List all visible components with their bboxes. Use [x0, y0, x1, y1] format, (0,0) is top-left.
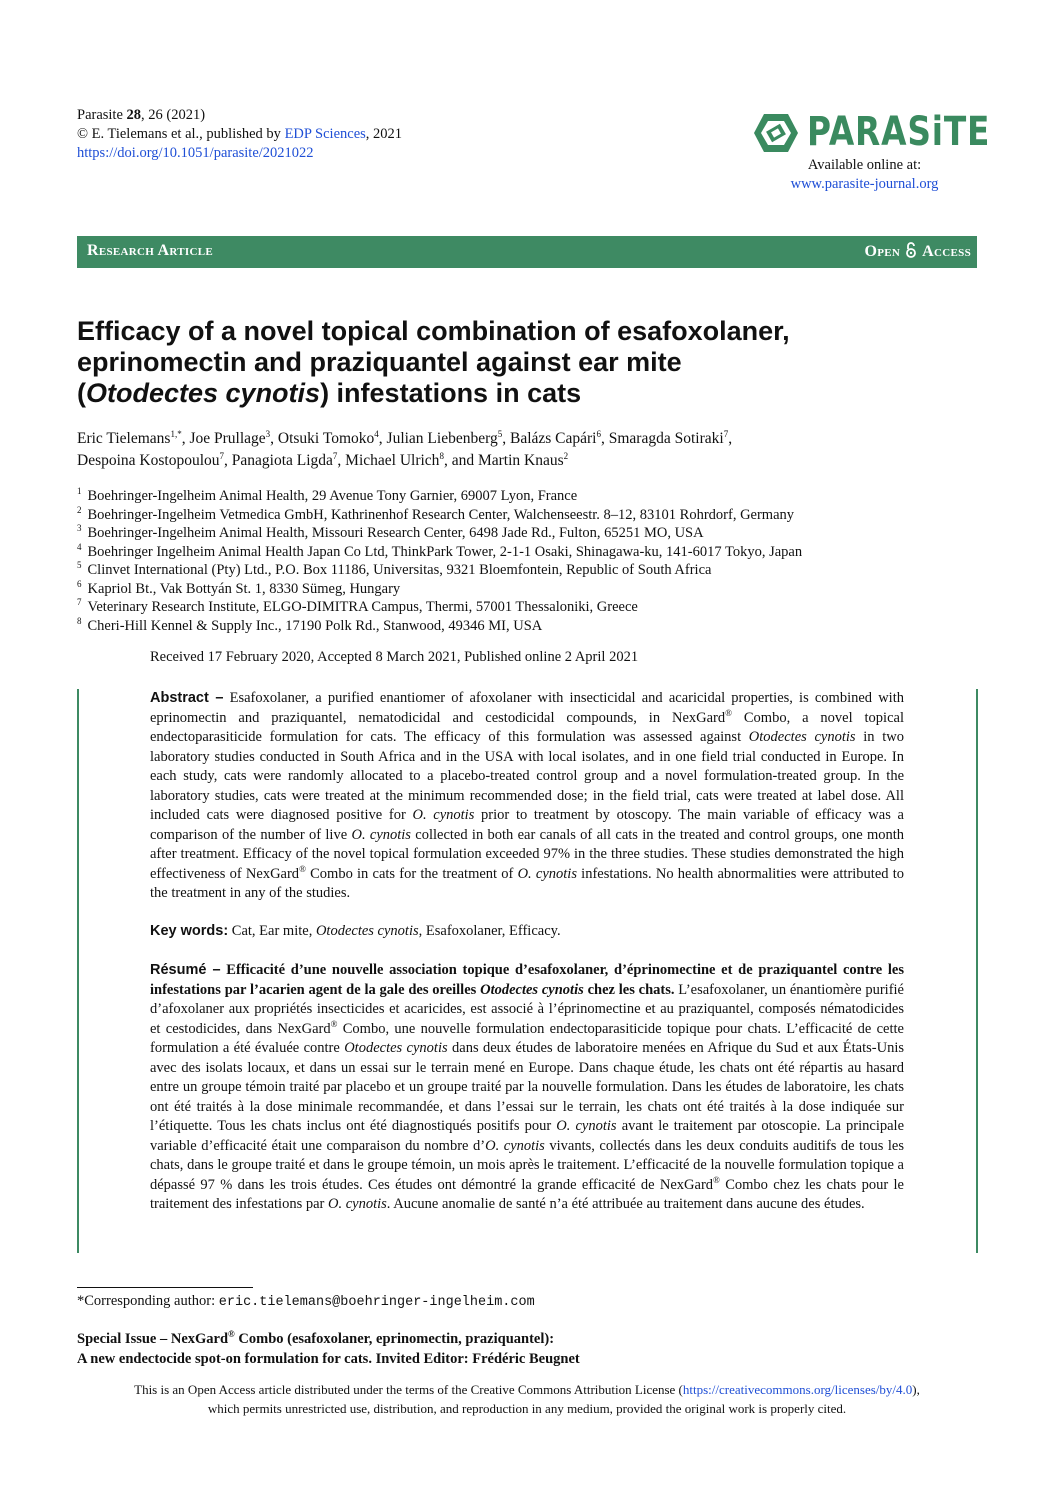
- available-online-label: Available online at:: [807, 157, 922, 173]
- journal-name: Parasite: [77, 107, 123, 123]
- author-affiliation-marker: 7: [219, 450, 225, 461]
- affiliation-number: 1: [77, 486, 82, 497]
- abstract-heading: Abstract –: [150, 690, 224, 706]
- author-affiliation-marker: 1,*: [170, 428, 182, 439]
- doi-link[interactable]: https://doi.org/10.1051/parasite/2021022: [77, 145, 314, 161]
- affiliation-text: Veterinary Research Institute, ELGO-DIMITRA Campus, Thermi, 57001 Thessaloniki, Greece: [87, 599, 638, 615]
- author-affiliation-marker: 7: [332, 450, 338, 461]
- affiliation-text: Boehringer-Ingelheim Vetmedica GmbH, Kathrinenhof Research Center, Walchenseestr. 8–12, 83101 Rohrdorf, Germany: [87, 506, 795, 523]
- author-name: Otsuki Tomoko: [277, 430, 375, 447]
- affiliation-item: [77, 487, 977, 506]
- author-affiliation-marker: 7: [723, 428, 729, 439]
- author-affiliation-marker: 4: [374, 428, 379, 439]
- special-issue: Special Issue – NexGard® Combo (esafoxolaner, eprinomectin, praziquantel): A new endectocide spot-on formulation for cats. Invited Editor: Frédéric Beugnet: [77, 1329, 580, 1367]
- citation-block: [77, 106, 402, 163]
- license-link[interactable]: https://creativecommons.org/licenses/by/4.0: [682, 1382, 913, 1397]
- license-statement: This is an Open Access article distributed under the terms of the Creative Commons Attribution License (https://creativecommons.org/licenses/by/4.0), which permits unrestricted use, distribution, and reproduction in any medium, provided the original work is properly cited.: [134, 1382, 920, 1416]
- affiliation-item: [77, 580, 977, 599]
- abstract: Abstract – Esafoxolaner, a purified enantiomer of afoxolaner with insecticidal and acaricidal properties, is combined with eprinomectin and praziquantel, nematodicidal and cestodicidal compounds, in NexGard® Combo, a novel topical endectoparasiticide formulation for cats. The efficacy of this formulation was assessed against Otodectes cynotis in two laboratory studies conducted in South Africa and in the USA with local isolates, and in one field trial conducted in Europe. In each study, cats were randomly allocated to a placebo-treated control group and a novel formulation-treated group. In the laboratory studies, cats were treated at the minimum recommended dose; in the field trial, cats were treated at label dose. All included cats were diagnosed positive for O. cynotis prior to treatment by otoscopy. The main variable of efficacy was a comparison of the number of live O. cynotis collected in both ear canals of all cats in the treated and control groups, one month after treatment. Efficacy of the novel topical formulation exceeded 97% in the three studies. These studies demonstrated the high effectiveness of NexGard® Combo in cats for the treatment of O. cynotis infestations. No health abnormalities were attributed to the treatment in any of the studies.: [150, 690, 905, 901]
- resume: Résumé – Efficacité d’une nouvelle association topique d’esafoxolaner, d’éprinomectine et de praziquantel contre les infestations par l’acarien agent de la gale des oreilles Otodectes cynotis chez les chats. L’esafoxolaner, un énantiomère purifié d’afoxolaner aux propriétés insecticides et acaricides, est associé à l’éprinomectine et au praziquantel, composés nématodicides et cestodicides, dans NexGard® Combo, une nouvelle formulation endectoparasiticide topique pour chats. L’efficacité de cette formulation a été évaluée contre Otodectes cynotis dans deux études de laboratoire menées en Afrique du Sud et aux États-Unis avec des isolats locaux, et dans un essai sur le terrain mené en Europe. Dans chaque étude, les chats ont été répartis au hasard entre un groupe témoin traité par placebo et un groupe traité par la nouvelle formulation. Dans les études de laboratoire, les chats ont été traités à la dose minimale recommandée, et dans l’essai sur le terrain, les chats ont été traités à la dose indiquée sur l’étiquette. Tous les chats inclus ont été diagnostiqués positifs pour O. cynotis avant le traitement par otoscopie. La principale variable d’efficacité était une comparaison du nombre d’O. cynotis vivants, collectés dans les deux conduits auditifs de tous les chats, dans le groupe traité et dans le groupe témoin, un mois après le traitement. L’efficacité de la nouvelle formulation topique a dépassé 97 % dans les trois études. Ces études ont démontré la grande efficacité de NexGard® Combo chez les chats pour le traitement des infestations par O. cynotis. Aucune anomalie de santé n’a été attribuée au traitement dans aucune des études.: [150, 962, 905, 1212]
- footnote-rule: [77, 1287, 253, 1288]
- affiliation-number: 7: [77, 597, 82, 608]
- keywords: Key words: Cat, Ear mite, Otodectes cynotis, Esafoxolaner, Efficacy.: [150, 923, 561, 939]
- affiliation-text: Kapriol Bt., Vak Bottyán St. 1, 8330 Sümeg, Hungary: [87, 580, 401, 597]
- author-email[interactable]: eric.tielemans@boehringer-ingelheim.com: [218, 1295, 535, 1310]
- article-title: Efficacy of a novel topical combination of esafoxolaner, eprinomectin and praziquantel against ear mite (Otodectes cynotis) infestations in cats: [77, 316, 790, 408]
- affiliation-text: Boehringer-Ingelheim Animal Health, Missouri Research Center, 6498 Jade Rd., Fulton, 65251 MO, USA: [87, 525, 704, 541]
- affiliation-text: Boehringer Ingelheim Animal Health Japan Co Ltd, ThinkPark Tower, 2-1-1 Osaki, Shinagawa-ku, 141-6017 Tokyo, Japan: [87, 543, 803, 560]
- affiliation-item: [77, 617, 977, 636]
- author-name: Julian Liebenberg: [386, 430, 498, 447]
- corresponding-author: *Corresponding author: eric.tielemans@boehringer-ingelheim.com: [77, 1293, 535, 1310]
- resume-heading: Résumé –: [150, 962, 221, 978]
- author-affiliation-marker: 8: [439, 450, 444, 461]
- author-affiliation-marker: 6: [596, 428, 601, 439]
- affiliation-number: 6: [77, 578, 82, 589]
- affiliation-item: [77, 524, 977, 543]
- issue-year: , 26 (2021): [141, 107, 206, 123]
- author-name: Joe Prullage: [189, 430, 266, 447]
- affiliation-item: [77, 561, 977, 580]
- affiliation-text: Clinvet International (Pty) Ltd., P.O. Box 11186, Universitas, 9321 Bloemfontein, Republic of South Africa: [87, 562, 712, 578]
- affiliation-number: 5: [77, 560, 82, 571]
- journal-url-link[interactable]: www.parasite-journal.org: [790, 176, 939, 192]
- article-type-band: [77, 236, 977, 268]
- affiliation-number: 8: [77, 615, 82, 626]
- open-access-label: Open Access: [864, 243, 971, 260]
- right-margin-bar: [976, 689, 978, 1253]
- author-name: Panagiota Ligda: [231, 452, 333, 469]
- author-affiliation-marker: 2: [563, 450, 569, 461]
- availability: [752, 156, 977, 194]
- affiliations: [77, 487, 977, 635]
- affiliation-text: Boehringer-Ingelheim Animal Health, 29 Avenue Tony Garnier, 69007 Lyon, France: [87, 488, 578, 504]
- copyright-line: © E. Tielemans et al., published by EDP Sciences, 2021: [77, 126, 403, 142]
- publication-dates: Received 17 February 2020, Accepted 8 March 2021, Published online 2 April 2021: [150, 649, 639, 665]
- hexagon-logo-icon: [752, 112, 800, 154]
- affiliation-number: 4: [77, 541, 82, 552]
- author-affiliation-marker: 5: [497, 428, 503, 439]
- logo-wordmark: PARASiTE: [807, 109, 991, 155]
- author-name: Balázs Capári: [509, 430, 597, 447]
- parasite-logo: [752, 109, 991, 155]
- keywords-heading: Key words:: [150, 923, 229, 939]
- author-affiliation-marker: 3: [265, 428, 271, 439]
- author-list: Eric Tielemans$^{1,*}$, Joe Prullage$^3$, Otsuki Tomoko$^4$, Julian Liebenberg$^5$, Balázs Capári$^6$, Smaragda Sotiraki$^7$, Despoina Kostopoulou$^7$, Panagiota Ligda$^7$, Michael Ulrich$^8$, and Martin Knaus$^2$: [77, 428, 733, 469]
- affiliation-item: [77, 543, 977, 562]
- article-type: Research Article: [87, 242, 213, 259]
- citation-line: [77, 106, 402, 125]
- affiliation-item: [77, 506, 977, 525]
- affiliation-text: Cheri-Hill Kennel & Supply Inc., 17190 Polk Rd., Stanwood, 49346 MI, USA: [87, 617, 543, 634]
- author-name: Despoina Kostopoulou: [77, 452, 220, 469]
- species-name: Otodectes cynotis: [86, 378, 321, 408]
- author-name: Smaragda Sotiraki: [608, 430, 724, 447]
- author-name: Martin Knaus: [477, 452, 564, 469]
- open-lock-icon: [905, 242, 917, 258]
- author-name: Michael Ulrich: [345, 452, 440, 469]
- affiliation-item: [77, 598, 977, 617]
- publisher-link[interactable]: EDP Sciences: [284, 126, 366, 142]
- affiliation-number: 2: [77, 504, 82, 515]
- author-name: Eric Tielemans: [77, 430, 171, 447]
- volume: 28: [126, 107, 142, 123]
- left-margin-bar: [77, 689, 79, 1253]
- affiliation-number: 3: [77, 523, 82, 534]
